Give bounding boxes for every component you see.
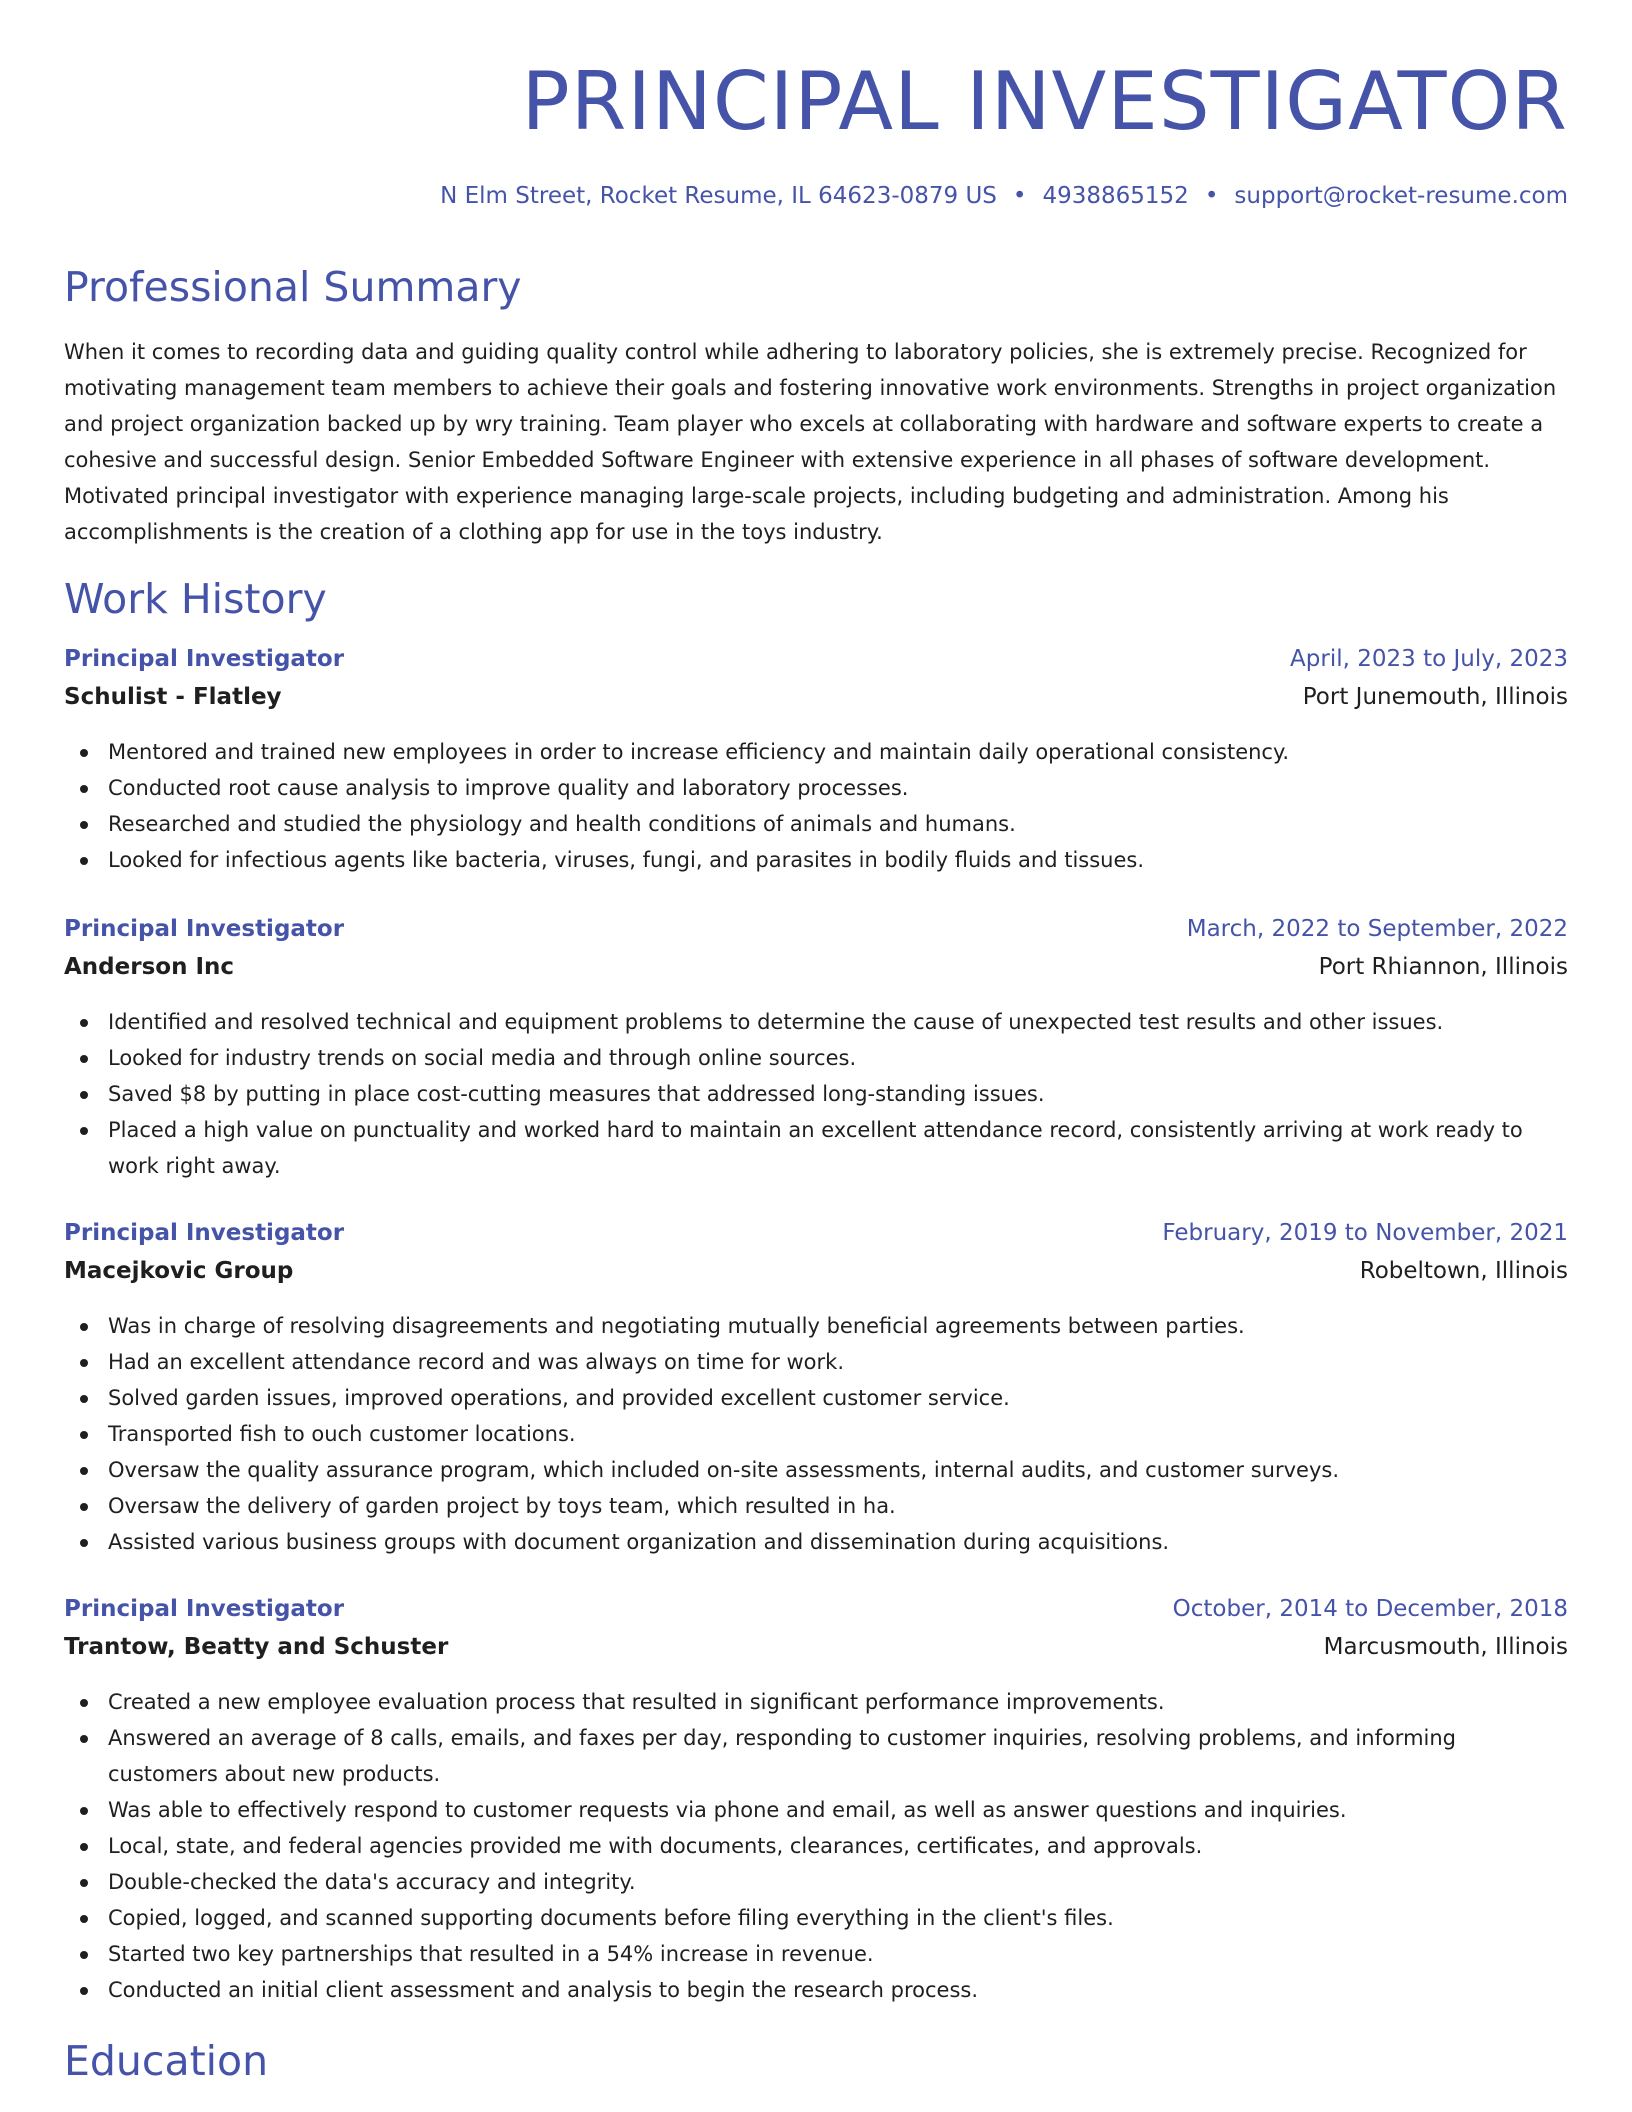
job-bullets — [64, 1004, 1568, 1184]
job-dates: February, 2019 to November, 2021 — [1162, 1220, 1568, 1246]
job-title: Principal Investigator — [64, 646, 345, 672]
job-header-row — [64, 1596, 1568, 1634]
section-title-summary: Professional Summary — [64, 263, 522, 311]
contact-line — [440, 180, 1568, 212]
job-bullet: Was in charge of resolving disagreements and negotiating mutually beneficial agreements between parties. — [64, 1308, 1568, 1344]
job-bullet: Transported fish to ouch customer locations. — [64, 1416, 1568, 1452]
job-bullet: Mentored and trained new employees in order to increase efficiency and maintain daily operational consistency. — [64, 734, 1568, 770]
job-company: Trantow, Beatty and Schuster — [64, 1634, 449, 1660]
job-bullet: Created a new employee evaluation process that resulted in significant performance improvements. — [64, 1684, 1568, 1720]
job-bullet: Conducted root cause analysis to improve quality and laboratory processes. — [64, 770, 1568, 806]
job-bullet: Local, state, and federal agencies provided me with documents, clearances, certificates, and approvals. — [64, 1828, 1568, 1864]
job-title: Principal Investigator — [64, 1220, 345, 1246]
job-bullet: Conducted an initial client assessment and analysis to begin the research process. — [64, 1972, 1568, 2008]
job-bullet: Placed a high value on punctuality and worked hard to maintain an excellent attendance record, consistently arriving at work ready to work right away. — [64, 1112, 1568, 1184]
summary-text: When it comes to recording data and guiding quality control while adhering to laboratory policies, she is extremely precise. Recognized for motivating management team members to achieve their goals and fostering innovative work environments. Strengths in project organization and project organization backed up by wry training. Team player who excels at collaborating with hardware and software experts to create a cohesive and successful design. Senior Embedded Software Engineer with extensive experience in all phases of software development. Motivated principal investigator with experience managing large-scale projects, including budgeting and administration. Among his accomplishments is the creation of a clothing app for use in the toys industry. — [64, 340, 1557, 544]
job-subheader-row — [64, 1258, 1568, 1296]
job-bullet: Oversaw the delivery of garden project by toys team, which resulted in ha. — [64, 1488, 1568, 1524]
job-company: Schulist - Flatley — [64, 684, 282, 710]
contact-address: N Elm Street, Rocket Resume, IL 64623-0879 US — [440, 183, 997, 209]
job-bullet: Copied, logged, and scanned supporting documents before filing everything in the client's files. — [64, 1900, 1568, 1936]
job-entry — [64, 1220, 1568, 1560]
job-location: Marcusmouth, Illinois — [1323, 1634, 1568, 1660]
job-bullet: Was able to effectively respond to customer requests via phone and email, as well as answer questions and inquiries. — [64, 1792, 1568, 1828]
job-bullet: Researched and studied the physiology and health conditions of animals and humans. — [64, 806, 1568, 842]
contact-email: support@rocket-resume.com — [1234, 183, 1568, 209]
job-dates: October, 2014 to December, 2018 — [1172, 1596, 1568, 1622]
job-location: Port Junemouth, Illinois — [1302, 684, 1568, 710]
job-bullet: Looked for industry trends on social media and through online sources. — [64, 1040, 1568, 1076]
job-bullet: Solved garden issues, improved operations, and provided excellent customer service. — [64, 1380, 1568, 1416]
section-title-education: Education — [64, 2037, 269, 2085]
job-bullets — [64, 1308, 1568, 1560]
job-entry — [64, 916, 1568, 1184]
job-dates: April, 2023 to July, 2023 — [1290, 646, 1568, 672]
resume-name: PRINCIPAL INVESTIGATOR — [521, 55, 1568, 148]
contact-separator: • — [1204, 183, 1219, 209]
job-header-row — [64, 1220, 1568, 1258]
job-bullets — [64, 1684, 1568, 2008]
job-bullet: Oversaw the quality assurance program, which included on-site assessments, internal audits, and customer surveys. — [64, 1452, 1568, 1488]
job-title: Principal Investigator — [64, 1596, 345, 1622]
job-company: Macejkovic Group — [64, 1258, 294, 1284]
job-bullet: Answered an average of 8 calls, emails, and faxes per day, responding to customer inquiries, resolving problems, and informing customers about new products. — [64, 1720, 1568, 1792]
job-bullet: Identified and resolved technical and equipment problems to determine the cause of unexpected test results and other issues. — [64, 1004, 1568, 1040]
job-subheader-row — [64, 684, 1568, 722]
job-location: Port Rhiannon, Illinois — [1318, 954, 1568, 980]
job-location: Robeltown, Illinois — [1359, 1258, 1568, 1284]
job-entry — [64, 1596, 1568, 2008]
job-dates: March, 2022 to September, 2022 — [1186, 916, 1568, 942]
job-bullet: Double-checked the data's accuracy and integrity. — [64, 1864, 1568, 1900]
job-bullet: Assisted various business groups with document organization and dissemination during acquisitions. — [64, 1524, 1568, 1560]
job-bullet: Looked for infectious agents like bacteria, viruses, fungi, and parasites in bodily fluids and tissues. — [64, 842, 1568, 878]
job-entry — [64, 646, 1568, 878]
contact-separator: • — [1012, 183, 1027, 209]
job-subheader-row — [64, 1634, 1568, 1672]
job-bullet: Started two key partnerships that resulted in a 54% increase in revenue. — [64, 1936, 1568, 1972]
job-header-row — [64, 916, 1568, 954]
job-header-row — [64, 646, 1568, 684]
job-bullets — [64, 734, 1568, 878]
job-company: Anderson Inc — [64, 954, 235, 980]
job-title: Principal Investigator — [64, 916, 345, 942]
job-bullet: Saved $8 by putting in place cost-cutting measures that addressed long-standing issues. — [64, 1076, 1568, 1112]
job-bullet: Had an excellent attendance record and was always on time for work. — [64, 1344, 1568, 1380]
job-subheader-row — [64, 954, 1568, 992]
section-title-work-history: Work History — [64, 575, 327, 623]
contact-phone: 4938865152 — [1042, 183, 1189, 209]
